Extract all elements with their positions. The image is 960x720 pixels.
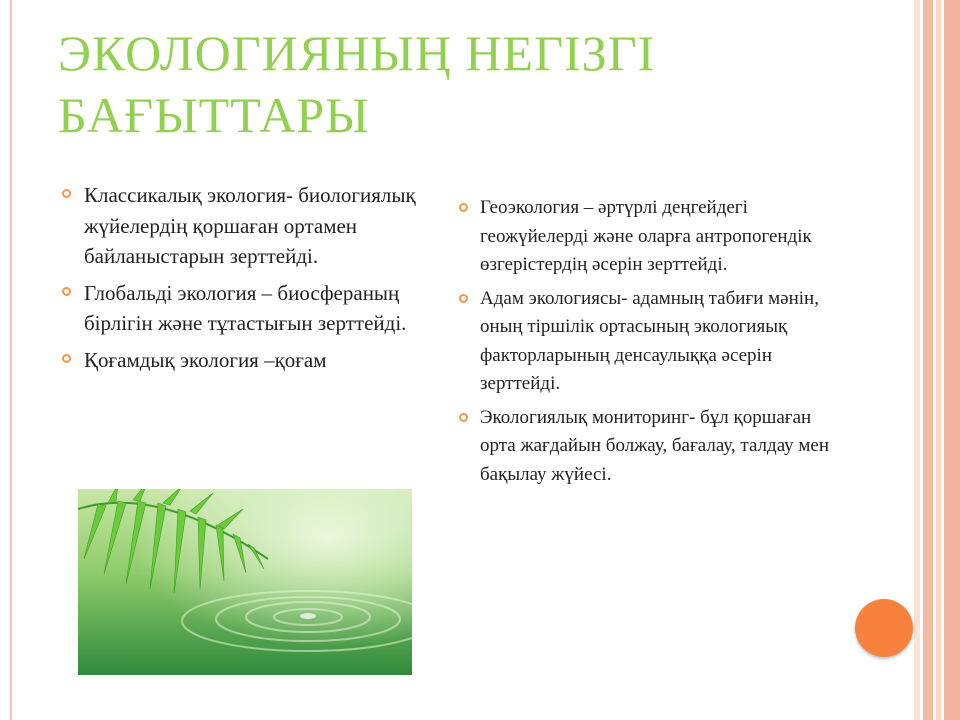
list-item-text: Адам экологиясы- адамның табиғи мәнін, оның тіршілік ортасының экологияық факторларының денсаулыққа әсерін зерттейді.	[480, 287, 819, 394]
ring-bullet-icon	[62, 189, 71, 198]
list-item	[459, 285, 839, 399]
list-item-text: Қоғамдық экология –қоғам	[84, 347, 327, 372]
title-line-2: БАҒЫТТАРЫ	[58, 87, 370, 143]
right-decor-stripes	[914, 0, 960, 720]
fern-water-photo	[78, 489, 412, 675]
ring-bullet-icon	[459, 413, 468, 422]
left-column	[62, 180, 422, 381]
right-column	[459, 194, 839, 494]
list-item	[62, 180, 422, 272]
list-item	[459, 194, 839, 280]
list-item	[62, 345, 422, 376]
list-item-text: Глобальді экология – биосфераның бірлігін және тұтастығын зерттейді.	[84, 280, 407, 335]
list-item-text: Классикалық экология- биологиялық жүйелердің қоршаған ортамен байланыстарын зерттейді.	[84, 183, 416, 268]
list-item	[459, 404, 839, 490]
list-item	[62, 278, 422, 339]
list-item-text: Геоэкология – әртүрлі деңгейдегі геожүйелерді және оларға антропогендік өзгерістердің әсерін зерттейді.	[480, 197, 812, 275]
ring-bullet-icon	[459, 203, 468, 212]
list-item-text: Экологиялық мониторинг- бұл қоршаған орта жағдайын болжау, бағалау, талдау мен бақылау жүйесі.	[480, 406, 830, 485]
ring-bullet-icon	[459, 294, 468, 303]
orange-circle-decor	[855, 599, 913, 657]
ring-bullet-icon	[62, 287, 71, 296]
ring-bullet-icon	[62, 354, 71, 363]
slide-title	[58, 22, 838, 146]
title-line-1: ЭКОЛОГИЯНЫҢ НЕГІЗГІ	[58, 25, 656, 81]
left-decor-line	[10, 0, 12, 720]
